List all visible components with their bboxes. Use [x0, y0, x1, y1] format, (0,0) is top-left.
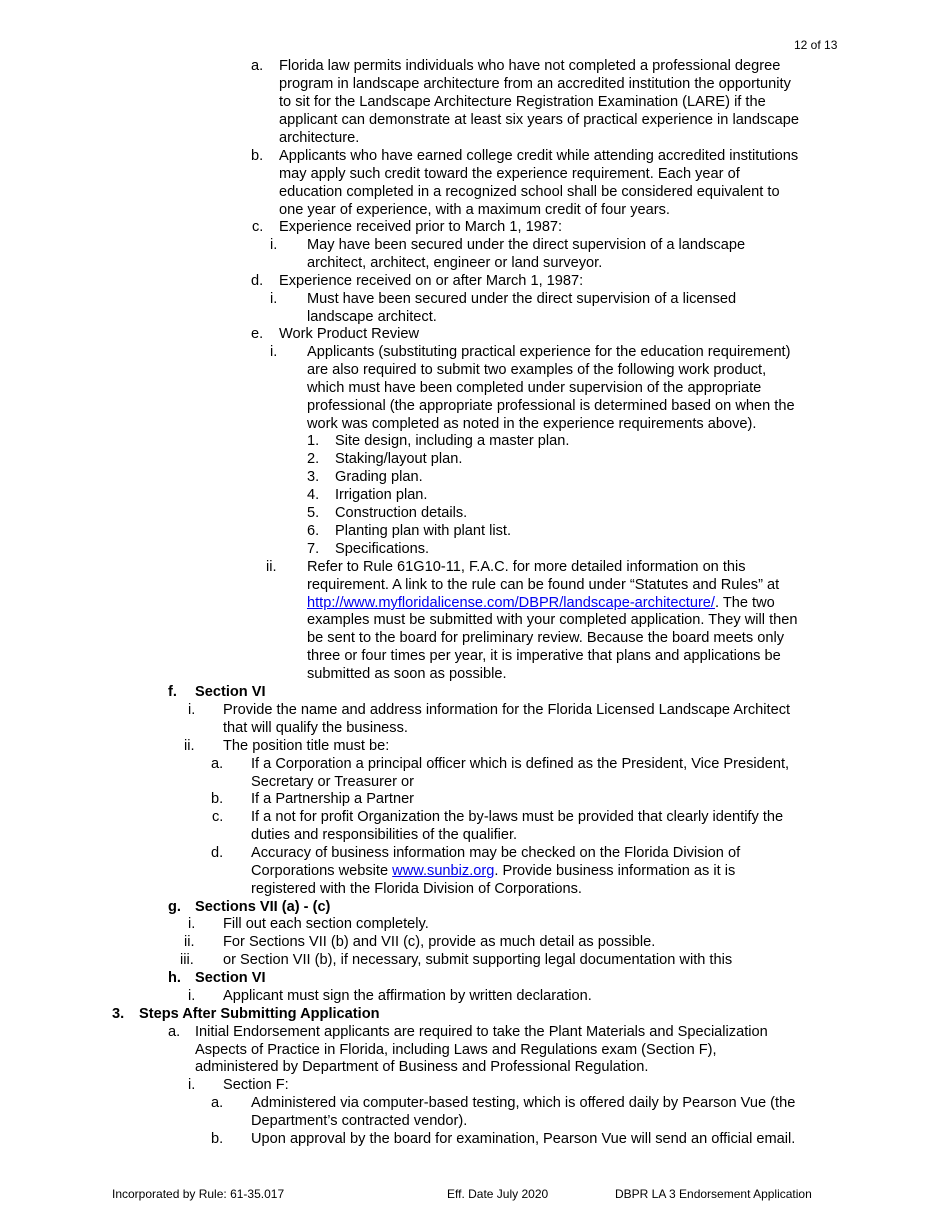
section-marker: f.	[168, 684, 177, 700]
list-marker: ii.	[184, 738, 195, 754]
list-marker: d.	[211, 845, 224, 861]
list-item: Site design, including a master plan.	[335, 433, 570, 449]
paragraph-line: professional (the appropriate professional is determined based on when the	[307, 398, 795, 414]
paragraph-line: Initial Endorsement applicants are required to take the Plant Materials and Specialization	[195, 1024, 768, 1040]
section-marker: g.	[168, 899, 181, 915]
list-marker: 1.	[307, 433, 320, 449]
paragraph-line: are also required to submit two examples of the following work product,	[307, 362, 767, 378]
footer-date: Eff. Date July 2020	[447, 1187, 549, 1201]
paragraph-line: Administered via computer-based testing, which is offered daily by Pearson Vue (the	[251, 1095, 796, 1111]
paragraph-line: Accuracy of business information may be checked on the Florida Division of	[251, 845, 741, 861]
paragraph-line: be sent to the board for preliminary review. Because the board meets only	[307, 630, 784, 646]
list-item: For Sections VII (b) and VII (c), provide as much detail as possible.	[223, 934, 656, 950]
list-marker: ii.	[184, 934, 195, 950]
paragraph-line: Experience received prior to March 1, 1987:	[279, 219, 563, 235]
list-item: or Section VII (b), if necessary, submit supporting legal documentation with this	[223, 952, 733, 968]
paragraph-line: Florida law permits individuals who have not completed a professional degree	[279, 58, 781, 74]
list-marker: 4.	[307, 487, 320, 503]
section-marker: h.	[168, 970, 181, 986]
paragraph-line: administered by Department of Business and Professional Regulation.	[195, 1059, 649, 1075]
list-marker: 2.	[307, 451, 320, 467]
paragraph-line: Experience received on or after March 1, 1987:	[279, 273, 584, 289]
list-item: Applicant must sign the affirmation by written declaration.	[223, 988, 592, 1004]
section-heading: Section VI	[195, 684, 266, 700]
section-heading: Section VI	[195, 970, 266, 986]
list-marker: c.	[212, 809, 224, 825]
list-item: Staking/layout plan.	[335, 451, 463, 467]
list-marker: i.	[188, 702, 196, 718]
link-trailing-text: . Provide business information as it is	[494, 863, 736, 879]
list-marker: 3.	[307, 469, 320, 485]
list-marker: 7.	[307, 541, 320, 557]
paragraph-line: May have been secured under the direct supervision of a landscape	[307, 237, 746, 253]
list-marker: b.	[211, 791, 224, 807]
paragraph-line: one year of experience, with a maximum credit of four years.	[279, 202, 670, 218]
paragraph-line: submitted as soon as possible.	[307, 666, 507, 682]
list-item: Planting plan with plant list.	[335, 523, 512, 539]
landscape-architecture-link[interactable]: http://www.myfloridalicense.com/DBPR/landscape-architecture/	[307, 595, 715, 611]
paragraph-line: requirement. A link to the rule can be found under “Statutes and Rules” at	[307, 577, 780, 593]
paragraph-line: to sit for the Landscape Architecture Registration Examination (LARE) if the	[279, 94, 766, 110]
list-marker: i.	[270, 237, 278, 253]
paragraph-line: Section F:	[223, 1077, 289, 1093]
list-marker: d.	[251, 273, 264, 289]
paragraph-line: may apply such credit toward the experience requirement. Each year of	[279, 166, 740, 182]
paragraph-line: Refer to Rule 61G10-11, F.A.C. for more detailed information on this	[307, 559, 746, 575]
paragraph-line: The position title must be:	[223, 738, 390, 754]
list-marker: i.	[188, 1077, 196, 1093]
list-marker: ii.	[266, 559, 277, 575]
paragraph-line: duties and responsibilities of the qualifier.	[251, 827, 518, 843]
list-marker: e.	[251, 326, 264, 342]
paragraph-line: If a Corporation a principal officer which is defined as the President, Vice President,	[251, 756, 790, 772]
paragraph-line: If a not for profit Organization the by-laws must be provided that clearly identify the	[251, 809, 784, 825]
paragraph-line: Provide the name and address information for the Florida Licensed Landscape Architect	[223, 702, 791, 718]
list-item: Fill out each section completely.	[223, 916, 429, 932]
sunbiz-link[interactable]: www.sunbiz.org	[392, 863, 495, 879]
list-marker: c.	[252, 219, 264, 235]
paragraph-line: examples must be submitted with your completed application. They will then	[307, 612, 798, 628]
paragraph-line: applicant can demonstrate at least six years of practical experience in landscape	[279, 112, 799, 128]
page-number: 12 of 13	[794, 38, 838, 52]
paragraph-line: registered with the Florida Division of Corporations.	[251, 881, 582, 897]
footer-rule: Incorporated by Rule: 61-35.017	[112, 1187, 285, 1201]
list-marker: b.	[251, 148, 264, 164]
footer-form-name: DBPR LA 3 Endorsement Application	[615, 1187, 812, 1201]
paragraph-line: architecture.	[279, 130, 360, 146]
paragraph-line: Work Product Review	[279, 326, 420, 342]
paragraph-line	[307, 594, 775, 612]
link-leading-text: Corporations website	[251, 863, 393, 879]
list-marker: i.	[188, 988, 196, 1004]
paragraph-line: Department’s contracted vendor).	[251, 1113, 468, 1129]
section-heading: Sections VII (a) - (c)	[195, 899, 331, 915]
paragraph-line: Aspects of Practice in Florida, including Laws and Regulations exam (Section F),	[195, 1042, 717, 1058]
list-marker: i.	[188, 916, 196, 932]
list-item: Specifications.	[335, 541, 430, 557]
list-item: Irrigation plan.	[335, 487, 428, 503]
section-marker: 3.	[112, 1006, 125, 1022]
paragraph-line: architect, architect, engineer or land surveyor.	[307, 255, 603, 271]
list-marker: b.	[211, 1131, 224, 1147]
link-trailing-text: . The two	[714, 595, 775, 611]
paragraph-line: Upon approval by the board for examination, Pearson Vue will send an official email.	[251, 1131, 796, 1147]
list-marker: 5.	[307, 505, 320, 521]
paragraph-line: that will qualify the business.	[223, 720, 408, 736]
list-item: Grading plan.	[335, 469, 423, 485]
paragraph-line: If a Partnership a Partner	[251, 791, 415, 807]
section-heading: Steps After Submitting Application	[139, 1006, 380, 1022]
list-marker: a.	[251, 58, 264, 74]
list-marker: a.	[168, 1024, 181, 1040]
list-marker: i.	[270, 291, 278, 307]
paragraph-line: Secretary or Treasurer or	[251, 774, 415, 790]
paragraph-line: education completed in a recognized school shall be considered equivalent to	[279, 184, 780, 200]
paragraph-line: Applicants who have earned college credit while attending accredited institutions	[279, 148, 799, 164]
paragraph-line: landscape architect.	[307, 309, 437, 325]
paragraph-line: three or four times per year, it is imperative that plans and applications be	[307, 648, 781, 664]
paragraph-line: program in landscape architecture from an accredited institution the opportunity	[279, 76, 791, 92]
list-marker: i.	[270, 344, 278, 360]
paragraph-line: work was completed as noted in the experience requirements above).	[307, 416, 757, 432]
list-marker: 6.	[307, 523, 320, 539]
list-marker: a.	[211, 756, 224, 772]
paragraph-line: which must have been completed under supervision of the appropriate	[307, 380, 762, 396]
list-marker: a.	[211, 1095, 224, 1111]
paragraph-line: Must have been secured under the direct supervision of a licensed	[307, 291, 737, 307]
paragraph-line	[251, 862, 735, 880]
list-marker: iii.	[180, 952, 194, 968]
paragraph-line: Applicants (substituting practical experience for the education requirement)	[307, 344, 791, 360]
list-item: Construction details.	[335, 505, 468, 521]
